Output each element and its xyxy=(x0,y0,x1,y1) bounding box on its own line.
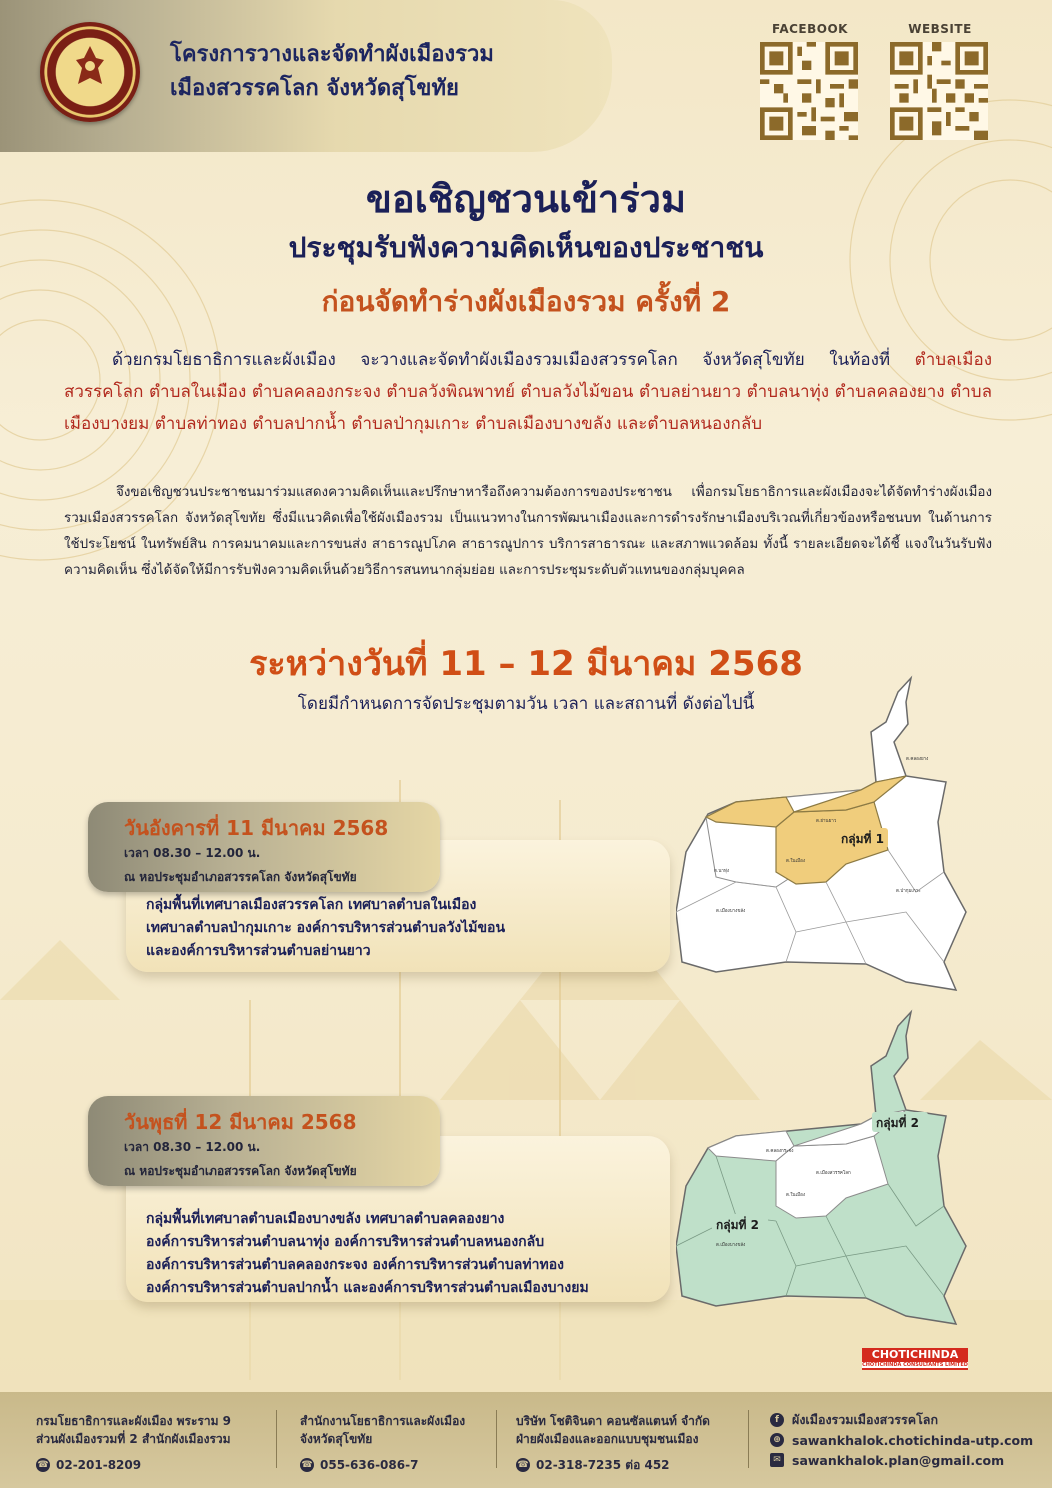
footer-contact-1-phone[interactable]: 02-201-8209 xyxy=(56,1458,142,1472)
map-group-2 xyxy=(676,1006,976,1336)
project-title xyxy=(170,38,494,106)
session-2-groups xyxy=(146,1208,589,1300)
session-2-location: ณ หอประชุมอำเภอสวรรคโลก จังหวัดสุโขทัย xyxy=(124,1164,357,1178)
svg-text:ต.ย่านยาว: ต.ย่านยาว xyxy=(816,819,837,824)
footer-contact-1 xyxy=(36,1412,231,1474)
website-qr-label: WEBSITE xyxy=(908,22,972,36)
svg-text:ต.ในเมือง: ต.ในเมือง xyxy=(786,859,806,864)
facebook-qr-code[interactable] xyxy=(760,42,858,140)
footer-contact-1-line2: ส่วนผังเมืองรวมที่ 2 สำนักผังเมืองรวม xyxy=(36,1432,231,1446)
session-2-group-line: องค์การบริหารส่วนตำบลคลองกระจง องค์การบริหารส่วนตำบลท่าทอง xyxy=(146,1257,564,1273)
session-1-group-line: และองค์การบริหารส่วนตำบลย่านยาว xyxy=(146,943,371,959)
footer-email[interactable]: sawankhalok.plan@gmail.com xyxy=(792,1452,1005,1468)
footer-contact-3-line1: บริษัท โชติจินดา คอนซัลแตนท์ จำกัด xyxy=(516,1414,710,1428)
facebook-icon: f xyxy=(770,1413,784,1427)
footer-contact-3-line2: ฝ่ายผังเมืองและออกแบบชุมชนเมือง xyxy=(516,1432,699,1446)
session-1-group-line: กลุ่มพื้นที่เทศบาลเมืองสวรรคโลก เทศบาลตำบลในเมือง xyxy=(146,897,477,913)
footer-online xyxy=(770,1410,1033,1470)
svg-text:ต.คลองยาง: ต.คลองยาง xyxy=(906,757,929,762)
footer-website[interactable]: sawankhalok.chotichinda-utp.com xyxy=(792,1432,1034,1448)
globe-icon: ⊕ xyxy=(770,1433,784,1447)
footer-contact-3 xyxy=(516,1412,710,1474)
session-1-time: เวลา 08.30 – 12.00 น. xyxy=(124,846,261,860)
headline-meeting: ประชุมรับฟังความคิดเห็นของประชาชน xyxy=(288,231,764,264)
svg-text:ต.เมืองบางขลัง: ต.เมืองบางขลัง xyxy=(716,1243,746,1248)
facebook-qr-label: FACEBOOK xyxy=(772,22,848,36)
session-2-date: วันพุธที่ 12 มีนาคม 2568 xyxy=(124,1110,357,1134)
footer xyxy=(0,1392,1052,1488)
map-group-2-label-west: กลุ่มที่ 2 xyxy=(716,1218,759,1232)
schedule-subtitle: โดยมีกำหนดการจัดประชุมตามวัน เวลา และสถานที่ ดังต่อไปนี้ xyxy=(297,694,755,714)
svg-text:ต.เมืองสวรรคโลก: ต.เมืองสวรรคโลก xyxy=(816,1171,851,1176)
project-title-line1: โครงการวางและจัดทำผังเมืองรวม xyxy=(170,42,494,67)
svg-text:ต.คลองกระจง: ต.คลองกระจง xyxy=(766,1149,794,1154)
phone-icon: ☎ xyxy=(37,1460,49,1470)
footer-divider xyxy=(748,1410,749,1468)
footer-facebook[interactable]: ผังเมืองรวมเมืองสวรรคโลก xyxy=(792,1412,939,1427)
footer-contact-3-phone[interactable]: 02-318-7235 ต่อ 452 xyxy=(536,1458,670,1472)
session-1-tab xyxy=(88,802,440,892)
body-paragraph xyxy=(64,480,992,584)
phone-icon: ☎ xyxy=(301,1460,313,1470)
session-1-date: วันอังคารที่ 11 มีนาคม 2568 xyxy=(124,816,389,840)
website-qr-code[interactable] xyxy=(890,42,988,140)
footer-contact-2-line2: จังหวัดสุโขทัย xyxy=(300,1432,373,1446)
session-2-group-line: องค์การบริหารส่วนตำบลปากน้ำ และองค์การบริหารส่วนตำบลเมืองบางยม xyxy=(146,1280,589,1296)
project-title-line2: เมืองสวรรคโลก จังหวัดสุโขทัย xyxy=(170,76,459,101)
session-1-groups xyxy=(146,894,505,963)
footer-contact-2-phone[interactable]: 055-636-086-7 xyxy=(320,1458,419,1472)
date-range: ระหว่างวันที่ 11 – 12 มีนาคม 2568 xyxy=(249,644,803,684)
footer-divider xyxy=(496,1410,497,1468)
session-2-group-line: องค์การบริหารส่วนตำบลนาทุ่ง องค์การบริหารส่วนตำบลหนองกลับ xyxy=(146,1234,545,1250)
map-group-1-label: กลุ่มที่ 1 xyxy=(841,832,884,846)
brand-name: CHOTICHINDA xyxy=(871,1348,959,1361)
map-group-1 xyxy=(676,672,976,1002)
chotichinda-logo xyxy=(862,1348,968,1370)
svg-text:ต.ในเมือง: ต.ในเมือง xyxy=(786,1193,806,1198)
map-group-2-label-north: กลุ่มที่ 2 xyxy=(876,1116,919,1130)
footer-contact-1-line1: กรมโยธาธิการและผังเมือง พระราม 9 xyxy=(36,1414,232,1428)
intro-lead: ด้วยกรมโยธาธิการและผังเมือง จะวางและจัดทำผังเมืองรวมเมืองสวรรคโลก จังหวัดสุโขทัย ในท้องที่ xyxy=(112,350,891,370)
svg-text:ต.นาทุ่ง: ต.นาทุ่ง xyxy=(714,869,730,874)
body-text: จึงขอเชิญชวนประชาชนมาร่วมแสดงความคิดเห็นและปรึกษาหารือถึงความต้องการของประชาชน เพื่อกรมโยธาธิการและผังเมืองจะได้จัดทำร่างผังเมืองรวมเมืองสวรรคโลก จังหวัดสุโขทัย ซึ่งมีแนวคิดเพื่อใช้ผังเมืองรวม เป็นแนวทางในการพัฒนาเมืองและการดำรงรักษาเมืองบริเวณที่เกี่ยวข้องหรือชนบท ในด้านการใช้ประโยชน์ ในทรัพย์สิน การคมนาคมและการขนส่ง สาธารณูปโภค สาธารณูปการ บริการสาธารณะ และสภาพแวดล้อม ทั้งนี้ รายละเอียดจะได้ชี้ แจงในวันรับฟังความคิดเห็น ซึ่งได้จัดให้มีการรับฟังความคิดเห็นด้วยวิธีการสนทนากลุ่มย่อย และการประชุมระดับตัวแทนของกลุ่มบุคคล xyxy=(64,485,992,578)
intro-paragraph xyxy=(64,344,992,440)
session-2-tab xyxy=(88,1096,440,1186)
session-1-group-line: เทศบาลตำบลป่ากุมเกาะ องค์การบริหารส่วนตำบลวังไม้ขอน xyxy=(146,920,506,936)
headline-invite: ขอเชิญชวนเข้าร่วม xyxy=(365,177,687,221)
email-icon: ✉ xyxy=(770,1453,784,1467)
intro-areas: ตำบลเมืองสวรรคโลก ตำบลในเมือง ตำบลคลองกระจง ตำบลวังพิณพาทย์ ตำบลวังไม้ขอน ตำบลย่านยาว ตำบลนาทุ่ง ตำบลคลองยาง ตำบลเมืองบางยม ตำบลท่าทอง ตำบลปากน้ำ ตำบลป่ากุมเกาะ ตำบลเมืองบางขลัง และตำบลหนองกลับ xyxy=(64,350,992,434)
phone-icon: ☎ xyxy=(517,1460,529,1470)
session-2-time: เวลา 08.30 – 12.00 น. xyxy=(124,1140,261,1154)
session-1-location: ณ หอประชุมอำเภอสวรรคโลก จังหวัดสุโขทัย xyxy=(124,870,357,884)
svg-text:ต.เมืองบางขลัง: ต.เมืองบางขลัง xyxy=(716,909,746,914)
footer-contact-2-line1: สำนักงานโยธาธิการและผังเมือง xyxy=(300,1414,466,1428)
headline-round: ก่อนจัดทำร่างผังเมืองรวม ครั้งที่ 2 xyxy=(321,285,731,318)
brand-tagline: CHOTICHINDA CONSULTANTS LIMITED xyxy=(862,1362,968,1368)
session-2-group-line: กลุ่มพื้นที่เทศบาลตำบลเมืองบางขลัง เทศบาลตำบลคลองยาง xyxy=(146,1211,505,1227)
footer-contact-2 xyxy=(300,1412,465,1474)
footer-divider xyxy=(276,1410,277,1468)
svg-text:ต.ป่ากุมเกาะ: ต.ป่ากุมเกาะ xyxy=(896,889,921,894)
department-seal-logo xyxy=(40,22,140,122)
